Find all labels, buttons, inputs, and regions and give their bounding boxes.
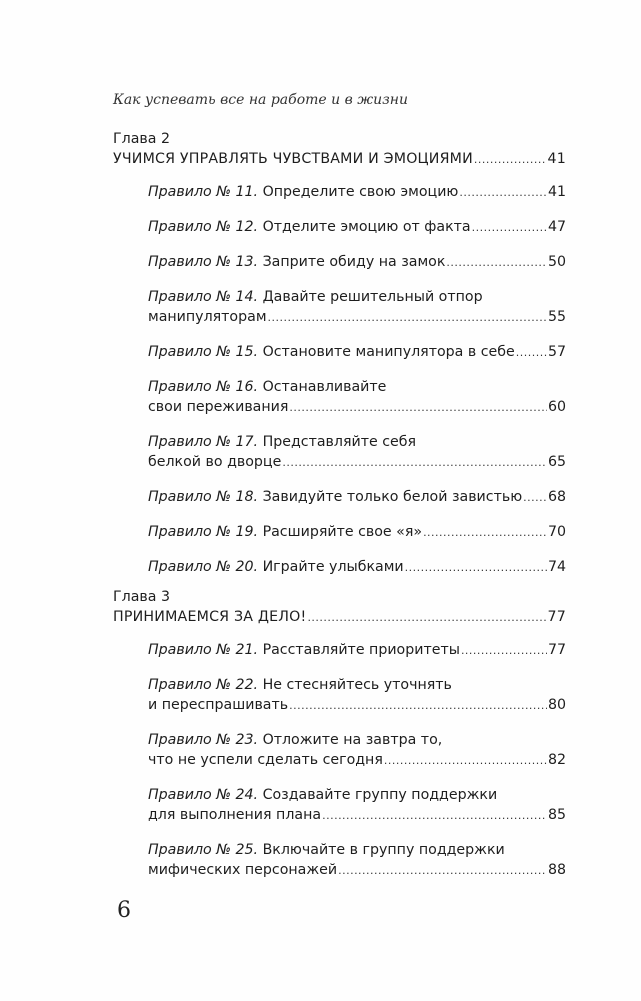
rule-number: Правило № 18. — [148, 489, 259, 505]
toc-entry — [148, 432, 566, 473]
toc-entry — [148, 287, 566, 328]
toc-entry — [148, 675, 566, 716]
entry-page-number: 65 — [547, 454, 566, 470]
dot-leader — [423, 522, 547, 543]
rule-number: Правило № 11. — [148, 184, 259, 200]
entry-title-continued: белкой во дворце — [148, 454, 282, 470]
entry-page-number: 74 — [547, 559, 566, 575]
toc-chapter-3 — [113, 587, 566, 895]
entry-title-continued: для выполнения плана — [148, 807, 322, 823]
chapter-title: УЧИМСЯ УПРАВЛЯТЬ ЧУВСТВАМИ И ЭМОЦИЯМИ — [113, 151, 473, 167]
dot-leader — [322, 805, 547, 826]
chapter-label: Глава 2 — [113, 131, 171, 147]
dot-leader — [474, 149, 547, 170]
toc-entry — [148, 342, 566, 363]
toc-entry — [148, 487, 566, 508]
rule-number: Правило № 20. — [148, 559, 259, 575]
entry-title: Отложите на завтра то, — [262, 732, 443, 748]
entry-title-continued: мифических персонажей — [148, 862, 338, 878]
toc-entry-line — [148, 750, 566, 771]
toc-entry-line — [148, 452, 566, 473]
entry-title-continued: что не успели сделать сегодня — [148, 752, 383, 768]
entry-title: Представляйте себя — [262, 434, 417, 450]
toc-entry-line — [148, 840, 566, 860]
toc-entry — [148, 785, 566, 826]
toc-entry — [148, 557, 566, 578]
toc-entry — [148, 252, 566, 273]
entry-title: Включайте в группу поддержки — [262, 842, 505, 858]
toc-entry — [148, 730, 566, 771]
entry-page-number: 70 — [547, 524, 566, 540]
entry-title: Останавливайте — [262, 379, 387, 395]
toc-entry-line — [148, 432, 566, 452]
toc-entry — [148, 640, 566, 661]
dot-leader — [289, 397, 547, 418]
entry-page-number: 88 — [547, 862, 566, 878]
toc-entry-line — [148, 307, 566, 328]
toc-entry-line — [148, 785, 566, 805]
rule-number: Правило № 13. — [148, 254, 259, 270]
entry-page-number: 57 — [547, 344, 566, 360]
entry-title: Расширяйте свое «я» — [262, 524, 423, 540]
entry-page-number: 60 — [547, 399, 566, 415]
dot-leader — [405, 557, 547, 578]
entry-title: Давайте решительный отпор — [262, 289, 483, 305]
entry-page-number: 85 — [547, 807, 566, 823]
dot-leader — [446, 252, 547, 273]
toc-entry-line — [148, 860, 566, 881]
dot-leader — [459, 182, 547, 203]
entry-page-number: 82 — [547, 752, 566, 768]
rule-number: Правило № 17. — [148, 434, 259, 450]
toc-entry-line — [148, 397, 566, 418]
rule-number: Правило № 25. — [148, 842, 259, 858]
toc-entry-line — [148, 695, 566, 716]
rule-number: Правило № 22. — [148, 677, 259, 693]
chapter-title: ПРИНИМАЕМСЯ ЗА ДЕЛО! — [113, 609, 307, 625]
dot-leader — [461, 640, 547, 661]
toc-chapter-2 — [113, 129, 566, 592]
toc-entry-line — [148, 287, 566, 307]
entry-page-number: 50 — [547, 254, 566, 270]
dot-leader — [338, 860, 547, 881]
toc-entry-line — [148, 342, 566, 363]
entry-title: Остановите манипулятора в себе — [262, 344, 515, 360]
toc-entry-line — [148, 182, 566, 203]
toc-entry-line — [148, 522, 566, 543]
entry-page-number: 55 — [547, 309, 566, 325]
toc-entry — [148, 377, 566, 418]
dot-leader — [289, 695, 547, 716]
entry-title: Расставляйте приоритеты — [262, 642, 460, 658]
dot-leader — [307, 607, 546, 628]
entry-page-number: 47 — [547, 219, 566, 235]
rule-number: Правило № 16. — [148, 379, 259, 395]
toc-entry-line — [148, 730, 566, 750]
entry-page-number: 77 — [547, 642, 566, 658]
rule-number: Правило № 15. — [148, 344, 259, 360]
entry-title: Отделите эмоцию от факта — [262, 219, 471, 235]
rule-number: Правило № 23. — [148, 732, 259, 748]
toc-entry-line — [148, 675, 566, 695]
toc-entry-line — [148, 557, 566, 578]
rule-number: Правило № 12. — [148, 219, 259, 235]
entry-title: Создавайте группу поддержки — [262, 787, 498, 803]
toc-entry — [148, 840, 566, 881]
entry-title-continued: манипуляторам — [148, 309, 267, 325]
entry-title: Заприте обиду на замок — [262, 254, 446, 270]
dot-leader — [523, 487, 547, 508]
toc-entry-line — [148, 640, 566, 661]
dot-leader — [268, 307, 547, 328]
chapter-page-number: 41 — [547, 151, 566, 167]
dot-leader — [472, 217, 547, 238]
dot-leader — [516, 342, 547, 363]
toc-entry-line — [148, 487, 566, 508]
entry-page-number: 41 — [547, 184, 566, 200]
dot-leader — [384, 750, 547, 771]
entry-page-number: 68 — [547, 489, 566, 505]
rule-number: Правило № 21. — [148, 642, 259, 658]
toc-entry-line — [148, 805, 566, 826]
entry-title: Определите свою эмоцию — [262, 184, 459, 200]
page-number: 6 — [117, 898, 131, 923]
toc-entry — [148, 182, 566, 203]
entry-title-continued: свои переживания — [148, 399, 289, 415]
rule-number: Правило № 24. — [148, 787, 259, 803]
chapter-title-row — [113, 607, 566, 628]
toc-entry-line — [148, 217, 566, 238]
chapter-page-number: 77 — [547, 609, 566, 625]
rule-number: Правило № 14. — [148, 289, 259, 305]
chapter-label: Глава 3 — [113, 589, 171, 605]
rule-number: Правило № 19. — [148, 524, 259, 540]
entry-title: Играйте улыбками — [262, 559, 404, 575]
entry-page-number: 80 — [547, 697, 566, 713]
dot-leader — [282, 452, 547, 473]
chapter-title-row — [113, 149, 566, 170]
toc-entry — [148, 522, 566, 543]
toc-entry-line — [148, 252, 566, 273]
entry-title: Завидуйте только белой завистью — [262, 489, 523, 505]
entry-title: Не стесняйтесь уточнять — [262, 677, 452, 693]
running-head: Как успевать все на работе и в жизни — [113, 92, 409, 108]
toc-entry-line — [148, 377, 566, 397]
toc-entry — [148, 217, 566, 238]
entry-title-continued: и переспрашивать — [148, 697, 289, 713]
